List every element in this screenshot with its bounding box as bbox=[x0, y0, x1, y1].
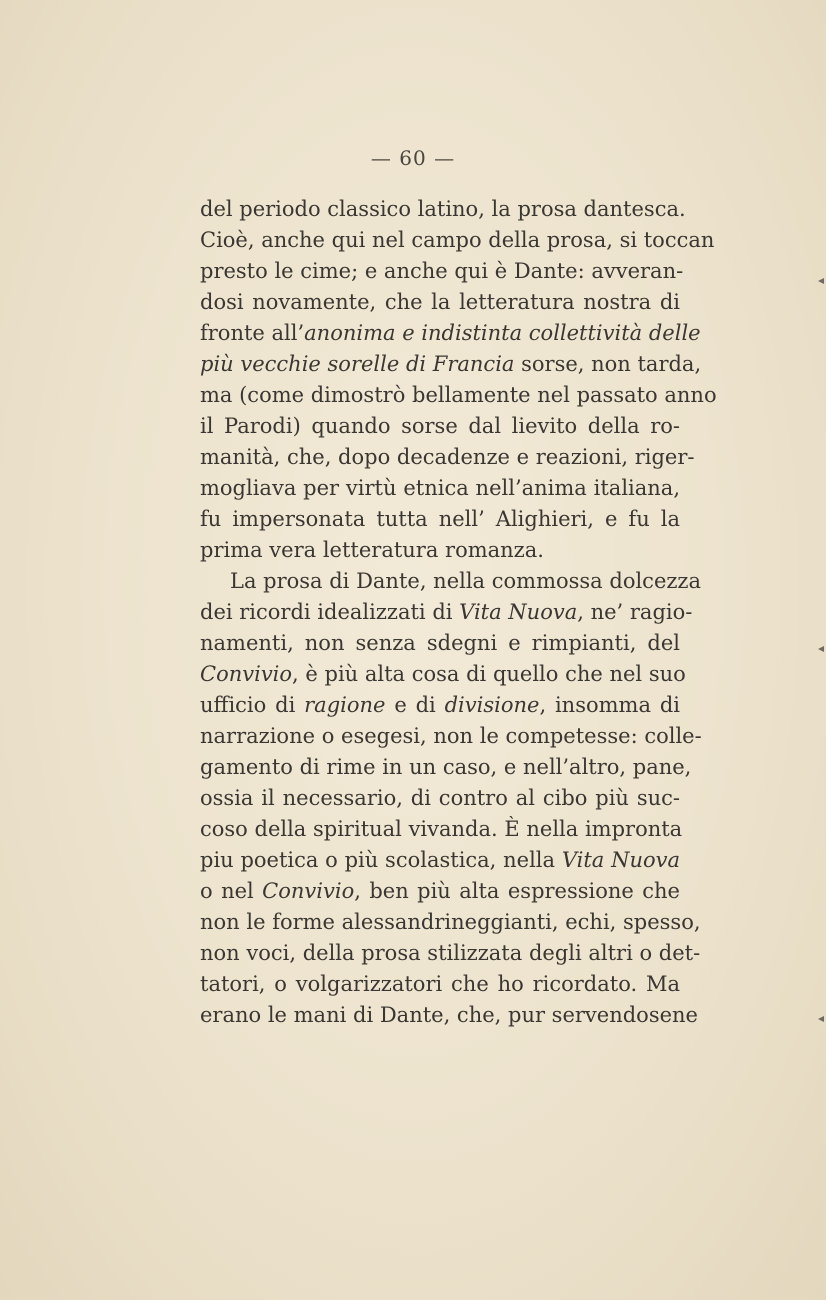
page-number: — 60 — bbox=[370, 146, 456, 170]
text-segment: presto le cime; e anche qui è Dante: avveran- bbox=[200, 259, 684, 283]
text-line bbox=[200, 845, 680, 876]
text-segment: sorse, non tarda, bbox=[514, 352, 702, 376]
text-line bbox=[200, 380, 717, 411]
italic-text: Vita Nuova bbox=[561, 848, 681, 872]
text-line bbox=[200, 938, 701, 969]
text-segment: , è più alta cosa di quello che nel suo bbox=[292, 662, 686, 686]
text-line bbox=[200, 876, 680, 907]
text-segment: manità, che, dopo decadenze e reazioni, riger- bbox=[200, 445, 695, 469]
text-line bbox=[200, 752, 692, 783]
text-line bbox=[200, 814, 683, 845]
text-segment: , ne’ ragio- bbox=[577, 600, 693, 624]
text-segment: non voci, della prosa stilizzata degli altri o det- bbox=[200, 941, 701, 965]
text-segment: ufficio di bbox=[200, 693, 305, 717]
text-line bbox=[200, 628, 680, 659]
italic-text: Convivio bbox=[262, 879, 355, 903]
margin-mark bbox=[818, 1016, 824, 1022]
text-segment: il Parodi) quando sorse dal lievito della ro- bbox=[200, 414, 680, 438]
italic-text: più vecchie sorelle di Francia bbox=[200, 352, 515, 376]
text-segment: La prosa di Dante, nella commossa dolcezza bbox=[230, 569, 702, 593]
margin-mark bbox=[818, 278, 824, 284]
text-line bbox=[200, 566, 702, 597]
text-segment: narrazione o esegesi, non le competesse: colle- bbox=[200, 724, 702, 748]
text-segment: del periodo classico latino, la prosa dantesca. bbox=[200, 197, 686, 221]
text-line bbox=[200, 349, 702, 380]
text-segment: mogliava per virtù etnica nell’anima italiana, bbox=[200, 476, 680, 500]
text-line bbox=[200, 287, 680, 318]
text-segment: ma (come dimostrò bellamente nel passato anno bbox=[200, 383, 717, 407]
italic-text: anonima e indistinta collettività delle bbox=[304, 321, 701, 345]
text-line bbox=[200, 721, 702, 752]
text-line bbox=[200, 690, 680, 721]
text-segment: , ben più alta espressione che bbox=[354, 879, 680, 903]
text-line bbox=[200, 442, 695, 473]
italic-text: divisione bbox=[444, 693, 540, 717]
text-line bbox=[200, 535, 680, 566]
text-segment: coso della spiritual vivanda. È nella impronta bbox=[200, 817, 683, 841]
text-segment: dei ricordi idealizzati di bbox=[200, 600, 460, 624]
text-line bbox=[200, 411, 680, 442]
text-segment: prima vera letteratura romanza. bbox=[200, 538, 544, 562]
text-line bbox=[200, 473, 680, 504]
italic-text: Vita Nuova bbox=[459, 600, 578, 624]
text-segment: , insomma di bbox=[539, 693, 680, 717]
text-segment: piu poetica o più scolastica, nella bbox=[200, 848, 562, 872]
text-segment: gamento di rime in un caso, e nell’altro, pane, bbox=[200, 755, 692, 779]
text-segment: dosi novamente, che la letteratura nostra di bbox=[200, 290, 680, 314]
text-segment: e di bbox=[385, 693, 445, 717]
text-segment: ossia il necessario, di contro al cibo più suc- bbox=[200, 786, 680, 810]
text-segment: namenti, non senza sdegni e rimpianti, del bbox=[200, 631, 680, 655]
text-line bbox=[200, 969, 680, 1000]
text-line bbox=[200, 907, 701, 938]
italic-text: ragione bbox=[304, 693, 386, 717]
text-line bbox=[200, 256, 684, 287]
text-line bbox=[200, 659, 686, 690]
text-line bbox=[200, 504, 680, 535]
text-segment: o nel bbox=[200, 879, 263, 903]
text-segment: fronte all’ bbox=[200, 321, 305, 345]
text-segment: tatori, o volgarizzatori che ho ricordato. Ma bbox=[200, 972, 680, 996]
text-segment: Cioè, anche qui nel campo della prosa, si toccan bbox=[200, 228, 715, 252]
text-segment: erano le mani di Dante, che, pur servendosene bbox=[200, 1003, 698, 1027]
text-line bbox=[200, 1000, 698, 1031]
text-segment: non le forme alessandrineggianti, echi, spesso, bbox=[200, 910, 701, 934]
margin-mark bbox=[818, 646, 824, 652]
text-line bbox=[200, 225, 715, 256]
text-line bbox=[200, 194, 686, 225]
text-line bbox=[200, 318, 701, 349]
text-line bbox=[200, 597, 693, 628]
body-text bbox=[200, 194, 717, 1031]
text-segment: fu impersonata tutta nell’ Alighieri, e fu la bbox=[200, 507, 680, 531]
italic-text: Convivio bbox=[200, 662, 293, 686]
text-line bbox=[200, 783, 680, 814]
